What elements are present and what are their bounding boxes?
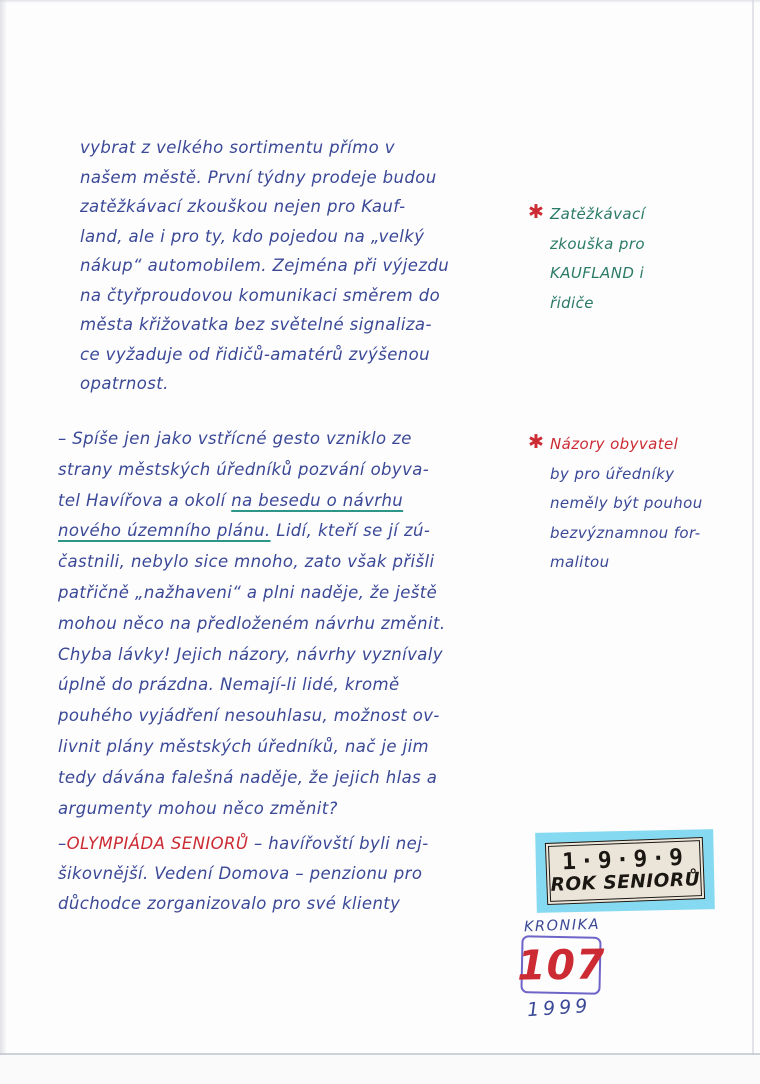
handwriting-line (58, 547, 528, 578)
paragraph-kaufland (80, 133, 550, 399)
handwriting-line (80, 340, 550, 370)
handwriting-segment: malitou (550, 553, 610, 571)
handwriting-line (550, 289, 743, 319)
handwriting-segment: tedy dávána falešná naděje, že jejich hlas a (58, 767, 438, 787)
handwriting-line (58, 763, 528, 794)
handwriting-line (80, 369, 550, 399)
page-edge-top (0, 0, 760, 3)
page-number-box (516, 935, 606, 995)
handwriting-segment: vybrat z velkého sortimentu přímo v (80, 138, 395, 157)
handwriting-segment: řidiče (550, 293, 594, 312)
handwriting-line (58, 859, 528, 889)
handwriting-line (550, 200, 743, 230)
handwriting-line (550, 430, 743, 460)
handwriting-segment: Zatěžkávací (550, 205, 646, 223)
handwriting-segment: nákup“ automobilem. Zejména při výjezdu (80, 256, 450, 275)
handwriting-line (58, 640, 528, 671)
rok-senioru-sticker (535, 829, 715, 913)
handwriting-segment: – (58, 834, 67, 853)
handwriting-line (80, 133, 550, 163)
handwriting-segment: nového územního plánu. (58, 521, 271, 541)
handwriting-line (58, 889, 528, 919)
handwriting-line (80, 310, 550, 340)
handwriting-segment: – Spíše jen jako vstřícné gesto vzniklo ze (58, 429, 412, 448)
handwriting-segment: OLYMPIÁDA SENIORŮ (66, 834, 249, 853)
margin-note-lines (550, 200, 743, 318)
handwriting-segment: KAUFLAND i (550, 264, 645, 282)
handwriting-segment: šikovnější. Vedení Domova – penzionu pro (58, 864, 423, 883)
handwriting-segment: Chyba lávky! Jejich názory, návrhy vyznívaly (58, 644, 443, 664)
paragraph-beseda-uzemni-plan (58, 424, 528, 824)
stamp-year-digits: 1·9·9·9 (561, 844, 688, 876)
handwriting-segment: tel Havířova a okolí (58, 490, 232, 510)
handwriting-segment: patřičně „nažhaveni“ a plni naděje, že ještě (58, 582, 438, 602)
handwriting-line (550, 489, 743, 519)
handwriting-segment: na besedu o návrhu (231, 490, 404, 510)
handwriting-line (550, 548, 743, 578)
handwriting-line (58, 670, 528, 701)
handwriting-segment: pouhého vyjádření nesouhlasu, možnost ov- (58, 706, 440, 726)
handwriting-line (58, 578, 528, 609)
margin-note-zatezkavaci (528, 200, 743, 318)
page-number: 107 (516, 940, 606, 990)
handwriting-line (550, 519, 743, 549)
margin-note-nazory-obyvatel (528, 430, 743, 578)
handwriting-line (58, 455, 528, 486)
page-edge-left (0, 0, 7, 1084)
handwriting-segment: důchodce zorganizovalo pro své klienty (58, 894, 401, 913)
handwriting-line (58, 516, 528, 547)
handwriting-segment: – havířovští byli nej- (248, 834, 429, 853)
paragraph-olympiada-senioru (58, 829, 528, 919)
handwriting-segment: úplně do prázdna. Nemají-li lidé, kromě (58, 675, 400, 695)
handwriting-line (58, 424, 528, 455)
handwriting-line (80, 281, 550, 311)
scan-margin-below-page (0, 1055, 760, 1084)
handwriting-segment: bezvýznamnou for- (550, 523, 701, 542)
handwriting-segment: strany městských úředníků pozvání obyva- (58, 459, 430, 479)
handwriting-line (550, 460, 743, 490)
stamp-label: ROK SENIORŮ (550, 869, 701, 896)
asterisk-marker-icon: ✱ (528, 201, 545, 223)
handwriting-segment: land, ale i pro ty, kdo pojedou na „velký (80, 226, 425, 246)
handwriting-segment: neměly být pouhou (550, 494, 703, 512)
handwriting-line (80, 192, 550, 222)
handwriting-segment: častnili, nebylo sice mnoho, zato však přišli (58, 552, 435, 572)
handwriting-line (58, 829, 528, 859)
handwriting-segment: zkouška pro (550, 234, 645, 253)
handwriting-segment: ce vyžaduje od řidičů-amatérů zvýšenou (80, 344, 430, 364)
kronika-label: KRONIKA (523, 916, 601, 936)
asterisk-marker-icon: ✱ (528, 431, 545, 453)
margin-note-lines (550, 430, 743, 578)
handwriting-segment: opatrnost. (80, 374, 169, 393)
kronika-year: 1999 (526, 994, 593, 1022)
handwriting-segment: našem městě. První týdny prodeje budou (80, 167, 437, 187)
handwriting-line (58, 486, 528, 517)
handwriting-segment: města křižovatka bez světelné signaliza- (80, 315, 432, 334)
handwriting-segment: zatěžkávací zkouškou nejen pro Kauf- (80, 197, 406, 216)
page-edge-right (752, 0, 754, 1084)
handwriting-segment: argumenty mohou něco změnit? (58, 798, 338, 818)
handwriting-line (58, 794, 528, 825)
handwriting-segment: Názory obyvatel (550, 435, 679, 453)
handwriting-segment: Lidí, kteří se jí zú- (270, 521, 431, 541)
handwriting-segment: livnit plány městských úředníků, nač je jim (58, 736, 430, 756)
handwriting-line (550, 259, 743, 289)
handwriting-segment: mohou něco na předloženém návrhu změnit. (58, 613, 446, 633)
rok-senioru-stamp (545, 837, 705, 905)
handwriting-line (58, 732, 528, 763)
handwriting-line (80, 251, 550, 281)
handwriting-segment: na čtyřproudovou komunikaci směrem do (80, 285, 441, 305)
handwriting-line (550, 230, 743, 260)
handwriting-line (80, 222, 550, 252)
handwriting-segment: by pro úředníky (550, 464, 675, 483)
handwriting-line (58, 701, 528, 732)
handwriting-line (80, 163, 550, 193)
handwriting-line (58, 609, 528, 640)
